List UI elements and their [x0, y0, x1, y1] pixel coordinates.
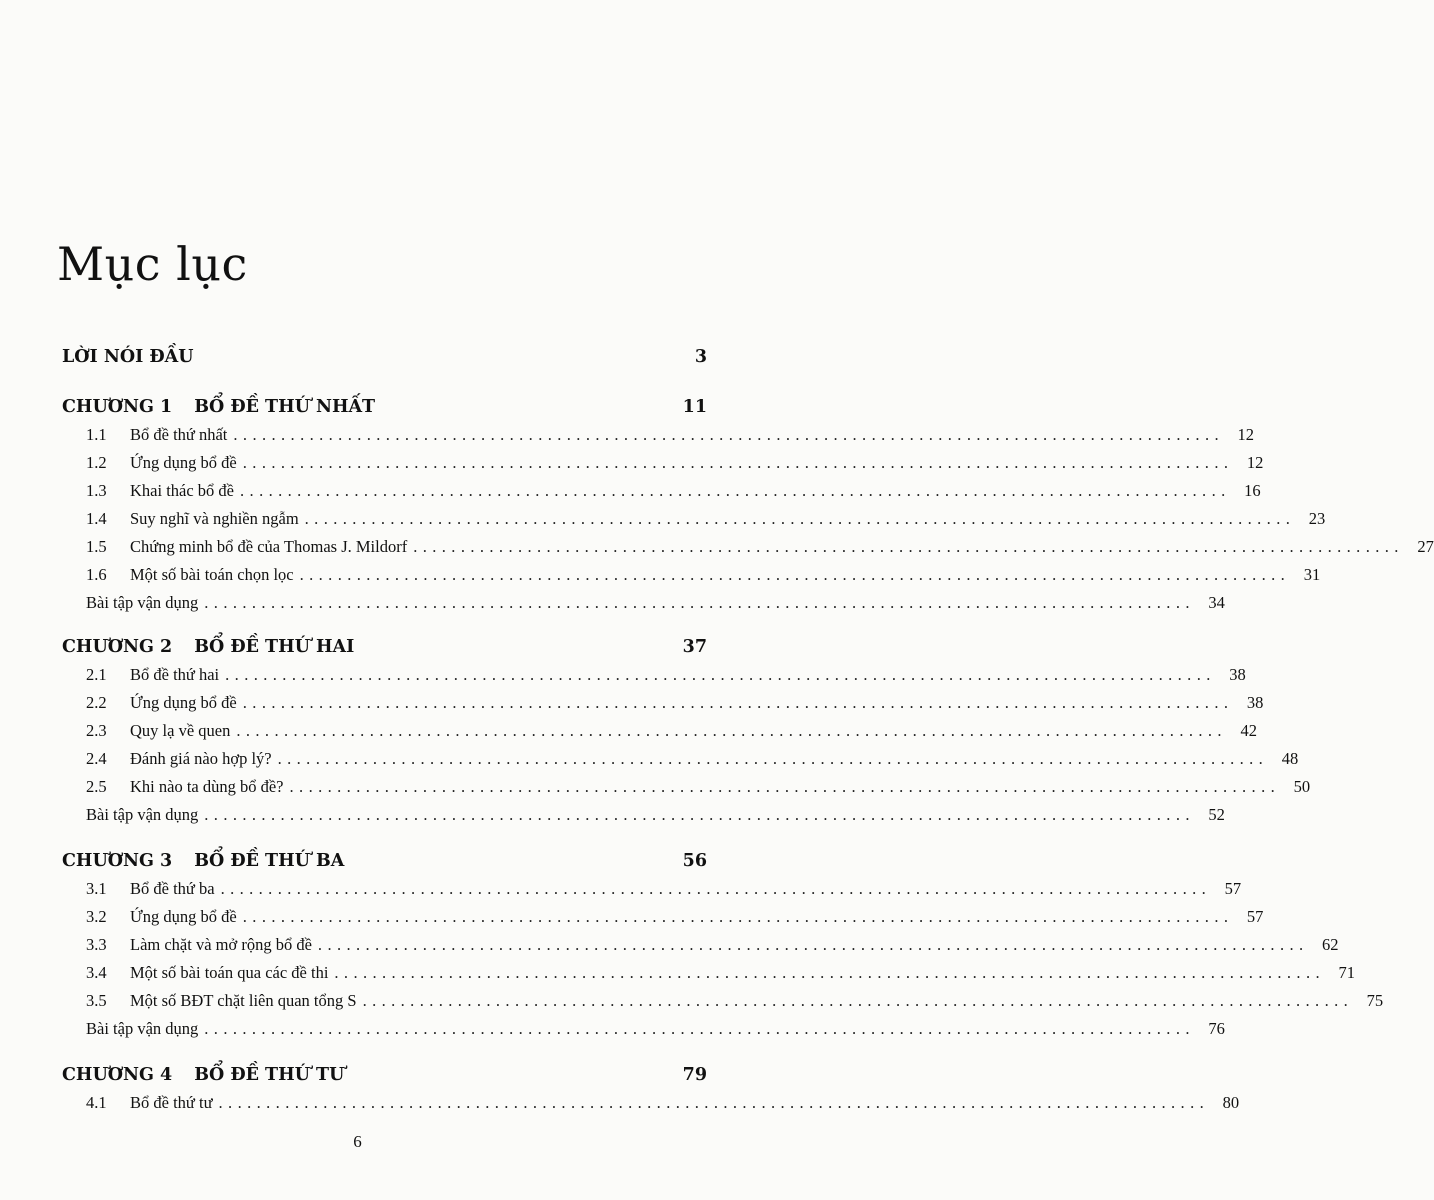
section-number: 1.6: [86, 565, 107, 584]
dot-leader: ........................................................................................................: [413, 537, 1404, 556]
exercises-title: Bài tập vận dụng: [86, 805, 199, 824]
section-page: 12: [1246, 453, 1264, 472]
preface-page: 3: [694, 347, 707, 367]
section-page: 57: [1224, 879, 1242, 898]
dot-leader: ........................................................................................................: [304, 509, 1296, 528]
section-page: 80: [1222, 1093, 1240, 1112]
section-title: Một số BĐT chặt liên quan tổng S: [130, 991, 357, 1010]
section-title: Bổ đề thứ hai: [130, 665, 220, 684]
section-number: 2.5: [86, 777, 107, 796]
toc-entry-section[interactable]: [62, 907, 1264, 935]
toc-entry-exercises[interactable]: [62, 1019, 1225, 1047]
chapter-page: 37: [682, 637, 707, 657]
section-page: 31: [1303, 565, 1321, 584]
section-number: 2.2: [86, 693, 107, 712]
exercises-title: Bài tập vận dụng: [86, 1019, 199, 1038]
section-number: 1.3: [86, 481, 107, 500]
toc-entry-section[interactable]: [62, 509, 1326, 537]
page-title: Mục lục: [57, 236, 248, 291]
toc-entry-chapter-2[interactable]: [62, 637, 707, 665]
section-number: 3.1: [86, 879, 107, 898]
dot-leader: ........................................................................................................: [277, 749, 1269, 768]
exercises-title: Bài tập vận dụng: [86, 593, 199, 612]
section-title: Bổ đề thứ nhất: [130, 425, 228, 444]
toc-entry-section[interactable]: [62, 537, 1434, 565]
chapter-page: 11: [682, 397, 707, 417]
dot-leader: ........................................................................................................: [362, 991, 1354, 1010]
chapter-page: 79: [682, 1065, 707, 1085]
toc-entry-section[interactable]: [62, 425, 1254, 453]
toc-entry-section[interactable]: [62, 1093, 1240, 1121]
section-title: Khai thác bổ đề: [130, 481, 235, 500]
preface-title: LỜI NÓI ĐẦU: [62, 347, 194, 367]
section-page: 42: [1240, 721, 1257, 740]
toc-entry-chapter-4[interactable]: [62, 1065, 707, 1093]
toc-entry-section[interactable]: [62, 879, 1242, 907]
section-page: 71: [1338, 963, 1356, 982]
dot-leader: ........................................................................................................: [204, 805, 1195, 824]
chapter-title: BỔ ĐỀ THỨ TƯ: [194, 1065, 345, 1085]
chapter-label: CHƯƠNG 3: [62, 851, 173, 871]
section-number: 4.1: [86, 1093, 107, 1112]
section-number: 1.1: [86, 425, 107, 444]
toc-entry-section[interactable]: [62, 693, 1264, 721]
section-title: Một số bài toán qua các đề thi: [130, 963, 329, 982]
toc-entry-chapter-1[interactable]: [62, 397, 707, 425]
section-title: Ứng dụng bổ đề: [130, 907, 237, 926]
section-title: Bổ đề thứ ba: [130, 879, 215, 898]
section-number: 1.5: [86, 537, 107, 556]
toc-entry-section[interactable]: [62, 991, 1384, 1019]
section-page: 12: [1237, 425, 1254, 444]
section-page: 27: [1417, 537, 1434, 556]
section-page: 62: [1322, 935, 1339, 954]
section-page: 48: [1281, 749, 1299, 768]
dot-leader: ........................................................................................................: [220, 879, 1212, 898]
section-title: Ứng dụng bổ đề: [130, 693, 237, 712]
dot-leader: ........................................................................................................: [240, 481, 1231, 500]
dot-leader: ........................................................................................................: [242, 453, 1234, 472]
dot-leader: ........................................................................................................: [204, 593, 1195, 612]
section-number: 1.4: [86, 509, 107, 528]
dot-leader: ........................................................................................................: [317, 935, 1309, 954]
section-title: Suy nghĩ và nghiền ngẫm: [130, 509, 299, 528]
exercises-page: 34: [1208, 593, 1225, 612]
section-number: 3.4: [86, 963, 107, 982]
section-page: 38: [1246, 693, 1264, 712]
section-number: 2.3: [86, 721, 107, 740]
toc-entry-section[interactable]: [62, 749, 1299, 777]
toc-entry-section[interactable]: [62, 453, 1264, 481]
section-number: 2.1: [86, 665, 107, 684]
section-number: 1.2: [86, 453, 107, 472]
toc-entry-section[interactable]: [62, 721, 1257, 749]
toc-entry-exercises[interactable]: [62, 805, 1225, 833]
section-title: Chứng minh bổ đề của Thomas J. Mildorf: [130, 537, 408, 556]
section-title: Đánh giá nào hợp lý?: [130, 749, 272, 768]
chapter-title: BỔ ĐỀ THỨ NHẤT: [194, 397, 376, 417]
section-page: 38: [1229, 665, 1246, 684]
toc-entry-section[interactable]: [62, 481, 1261, 509]
section-title: Ứng dụng bổ đề: [130, 453, 237, 472]
section-page: 57: [1246, 907, 1264, 926]
toc-entry-section[interactable]: [62, 963, 1356, 991]
dot-leader: ........................................................................................................: [225, 665, 1216, 684]
page-number: 6: [353, 1132, 362, 1151]
section-number: 2.4: [86, 749, 107, 768]
dot-leader: ........................................................................................................: [242, 693, 1234, 712]
chapter-page: 56: [682, 851, 707, 871]
section-title: Khi nào ta dùng bổ đề?: [130, 777, 284, 796]
section-page: 50: [1293, 777, 1311, 796]
section-page: 75: [1366, 991, 1384, 1010]
section-title: Quy lạ về quen: [130, 721, 231, 740]
section-number: 3.3: [86, 935, 107, 954]
section-number: 3.5: [86, 991, 107, 1010]
toc-entry-exercises[interactable]: [62, 593, 1225, 621]
chapter-label: CHƯƠNG 1: [62, 397, 173, 417]
dot-leader: ........................................................................................................: [236, 721, 1227, 740]
section-title: Bổ đề thứ tư: [130, 1093, 213, 1112]
dot-leader: ........................................................................................................: [242, 907, 1234, 926]
toc-entry-section[interactable]: [62, 665, 1246, 693]
toc-entry-chapter-3[interactable]: [62, 851, 707, 879]
toc-entry-preface[interactable]: [62, 347, 707, 375]
section-title: Làm chặt và mở rộng bổ đề: [130, 935, 312, 954]
exercises-page: 76: [1208, 1019, 1225, 1038]
dot-leader: ........................................................................................................: [218, 1093, 1210, 1112]
toc-entry-section[interactable]: [62, 935, 1339, 963]
dot-leader: ........................................................................................................: [289, 777, 1281, 796]
chapter-label: CHƯƠNG 4: [62, 1065, 173, 1085]
dot-leader: ........................................................................................................: [233, 425, 1224, 444]
toc-entry-section[interactable]: [62, 777, 1311, 805]
chapter-label: CHƯƠNG 2: [62, 637, 173, 657]
section-number: 3.2: [86, 907, 107, 926]
chapter-title: BỔ ĐỀ THỨ HAI: [194, 637, 355, 657]
toc-entry-section[interactable]: [62, 565, 1321, 593]
dot-leader: ........................................................................................................: [299, 565, 1291, 584]
section-title: Một số bài toán chọn lọc: [130, 565, 294, 584]
dot-leader: ........................................................................................................: [204, 1019, 1195, 1038]
chapter-title: BỔ ĐỀ THỨ BA: [194, 851, 345, 871]
exercises-page: 52: [1208, 805, 1225, 824]
section-page: 23: [1308, 509, 1326, 528]
section-page: 16: [1244, 481, 1261, 500]
dot-leader: ........................................................................................................: [334, 963, 1326, 982]
